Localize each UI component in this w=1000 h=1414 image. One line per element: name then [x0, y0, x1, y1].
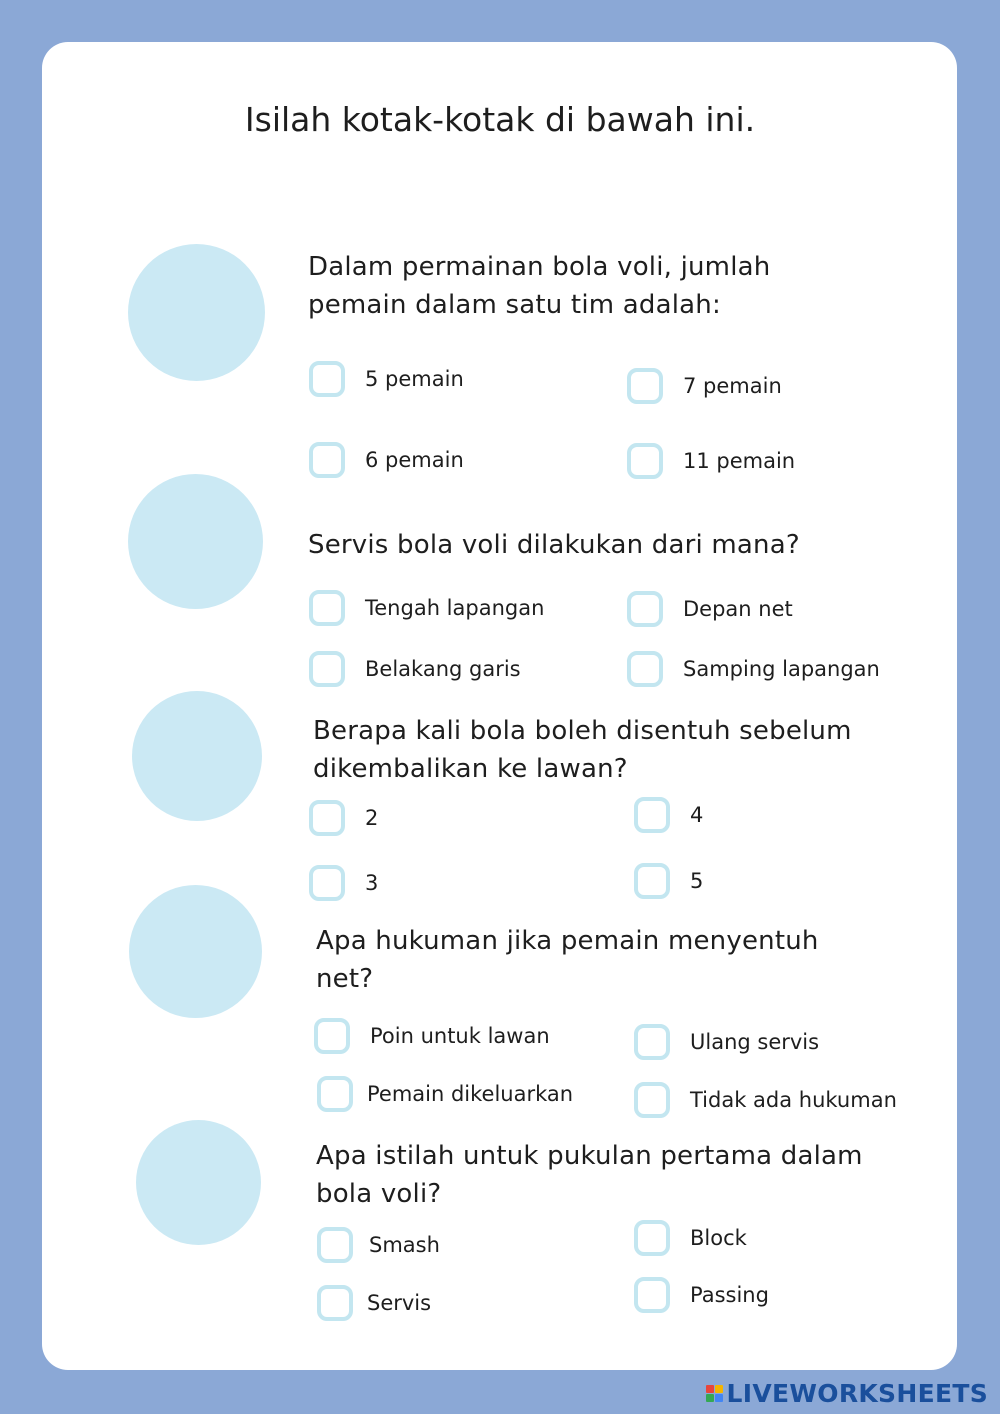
liveworksheets-logo: [706, 1379, 988, 1408]
checkbox[interactable]: [627, 651, 663, 687]
liveworksheets-icon: [706, 1385, 723, 1402]
question-3-option-2[interactable]: [634, 797, 703, 833]
checkbox[interactable]: [317, 1227, 353, 1263]
checkbox[interactable]: [634, 1220, 670, 1256]
option-label: 4: [690, 803, 704, 827]
brand-icon-tile: [706, 1394, 714, 1402]
option-label: 11 pemain: [683, 449, 796, 473]
question-1-option-2[interactable]: [627, 368, 782, 404]
option-label: Ulang servis: [690, 1030, 820, 1054]
question-3-option-1[interactable]: [309, 800, 378, 836]
checkbox[interactable]: [309, 800, 345, 836]
answer-circle-3[interactable]: [132, 691, 262, 821]
question-1-option-1[interactable]: [309, 361, 464, 397]
question-1-text: Dalam permainan bola voli, jumlah pemain dalam satu tim adalah:: [308, 252, 771, 320]
option-label: Tengah lapangan: [365, 596, 545, 620]
checkbox[interactable]: [627, 591, 663, 627]
checkbox[interactable]: [317, 1076, 353, 1112]
question-5-text: Apa istilah untuk pukulan pertama dalam bola voli?: [316, 1141, 863, 1209]
question-3-option-3[interactable]: [309, 865, 378, 901]
option-label: Depan net: [683, 597, 793, 621]
option-label: Samping lapangan: [683, 657, 880, 681]
checkbox[interactable]: [634, 1024, 670, 1060]
question-4-option-4[interactable]: [634, 1082, 897, 1118]
question-2-option-1[interactable]: [309, 590, 544, 626]
question-5-option-1[interactable]: [317, 1227, 440, 1263]
option-label: 6 pemain: [365, 448, 464, 472]
question-2-option-2[interactable]: [627, 591, 793, 627]
checkbox[interactable]: [634, 797, 670, 833]
option-label: 2: [365, 806, 379, 830]
checkbox[interactable]: [309, 651, 345, 687]
question-5-option-2[interactable]: [634, 1220, 747, 1256]
brand-icon-tile: [715, 1385, 723, 1393]
checkbox[interactable]: [309, 865, 345, 901]
checkbox[interactable]: [634, 1277, 670, 1313]
question-4-option-1[interactable]: [314, 1018, 550, 1054]
option-label: 7 pemain: [683, 374, 782, 398]
option-label: Passing: [690, 1283, 769, 1307]
answer-circle-5[interactable]: [136, 1120, 261, 1245]
answer-circle-1[interactable]: [128, 244, 265, 381]
checkbox[interactable]: [634, 1082, 670, 1118]
brand-text: LIVEWORKSHEETS: [726, 1379, 988, 1408]
answer-circle-4[interactable]: [129, 885, 262, 1018]
option-label: 3: [365, 871, 379, 895]
question-1-option-4[interactable]: [627, 443, 795, 479]
option-label: Pemain dikeluarkan: [367, 1082, 574, 1106]
question-4-text: Apa hukuman jika pemain menyentuh net?: [316, 926, 819, 994]
brand-icon-tile: [715, 1394, 723, 1402]
checkbox[interactable]: [314, 1018, 350, 1054]
option-label: 5 pemain: [365, 367, 464, 391]
question-4-option-3[interactable]: [317, 1076, 573, 1112]
question-5-option-4[interactable]: [634, 1277, 769, 1313]
checkbox[interactable]: [309, 442, 345, 478]
answer-circle-2[interactable]: [128, 474, 263, 609]
question-3-option-4[interactable]: [634, 863, 703, 899]
option-label: 5: [690, 869, 704, 893]
brand-icon-tile: [706, 1385, 714, 1393]
checkbox[interactable]: [627, 443, 663, 479]
option-label: Tidak ada hukuman: [690, 1088, 897, 1112]
question-2-option-4[interactable]: [627, 651, 880, 687]
checkbox[interactable]: [309, 361, 345, 397]
page-title: Isilah kotak-kotak di bawah ini.: [244, 100, 756, 139]
checkbox[interactable]: [317, 1285, 353, 1321]
option-label: Block: [690, 1226, 747, 1250]
question-5-option-3[interactable]: [317, 1285, 431, 1321]
question-4-option-2[interactable]: [634, 1024, 819, 1060]
checkbox[interactable]: [634, 863, 670, 899]
question-2-option-3[interactable]: [309, 651, 521, 687]
option-label: Smash: [369, 1233, 440, 1257]
checkbox[interactable]: [309, 590, 345, 626]
option-label: Belakang garis: [365, 657, 521, 681]
checkbox[interactable]: [627, 368, 663, 404]
option-label: Servis: [367, 1291, 432, 1315]
question-1-option-3[interactable]: [309, 442, 464, 478]
question-3-text: Berapa kali bola boleh disentuh sebelum dikembalikan ke lawan?: [313, 716, 852, 784]
option-label: Poin untuk lawan: [370, 1024, 550, 1048]
question-2-text: Servis bola voli dilakukan dari mana?: [308, 530, 800, 560]
